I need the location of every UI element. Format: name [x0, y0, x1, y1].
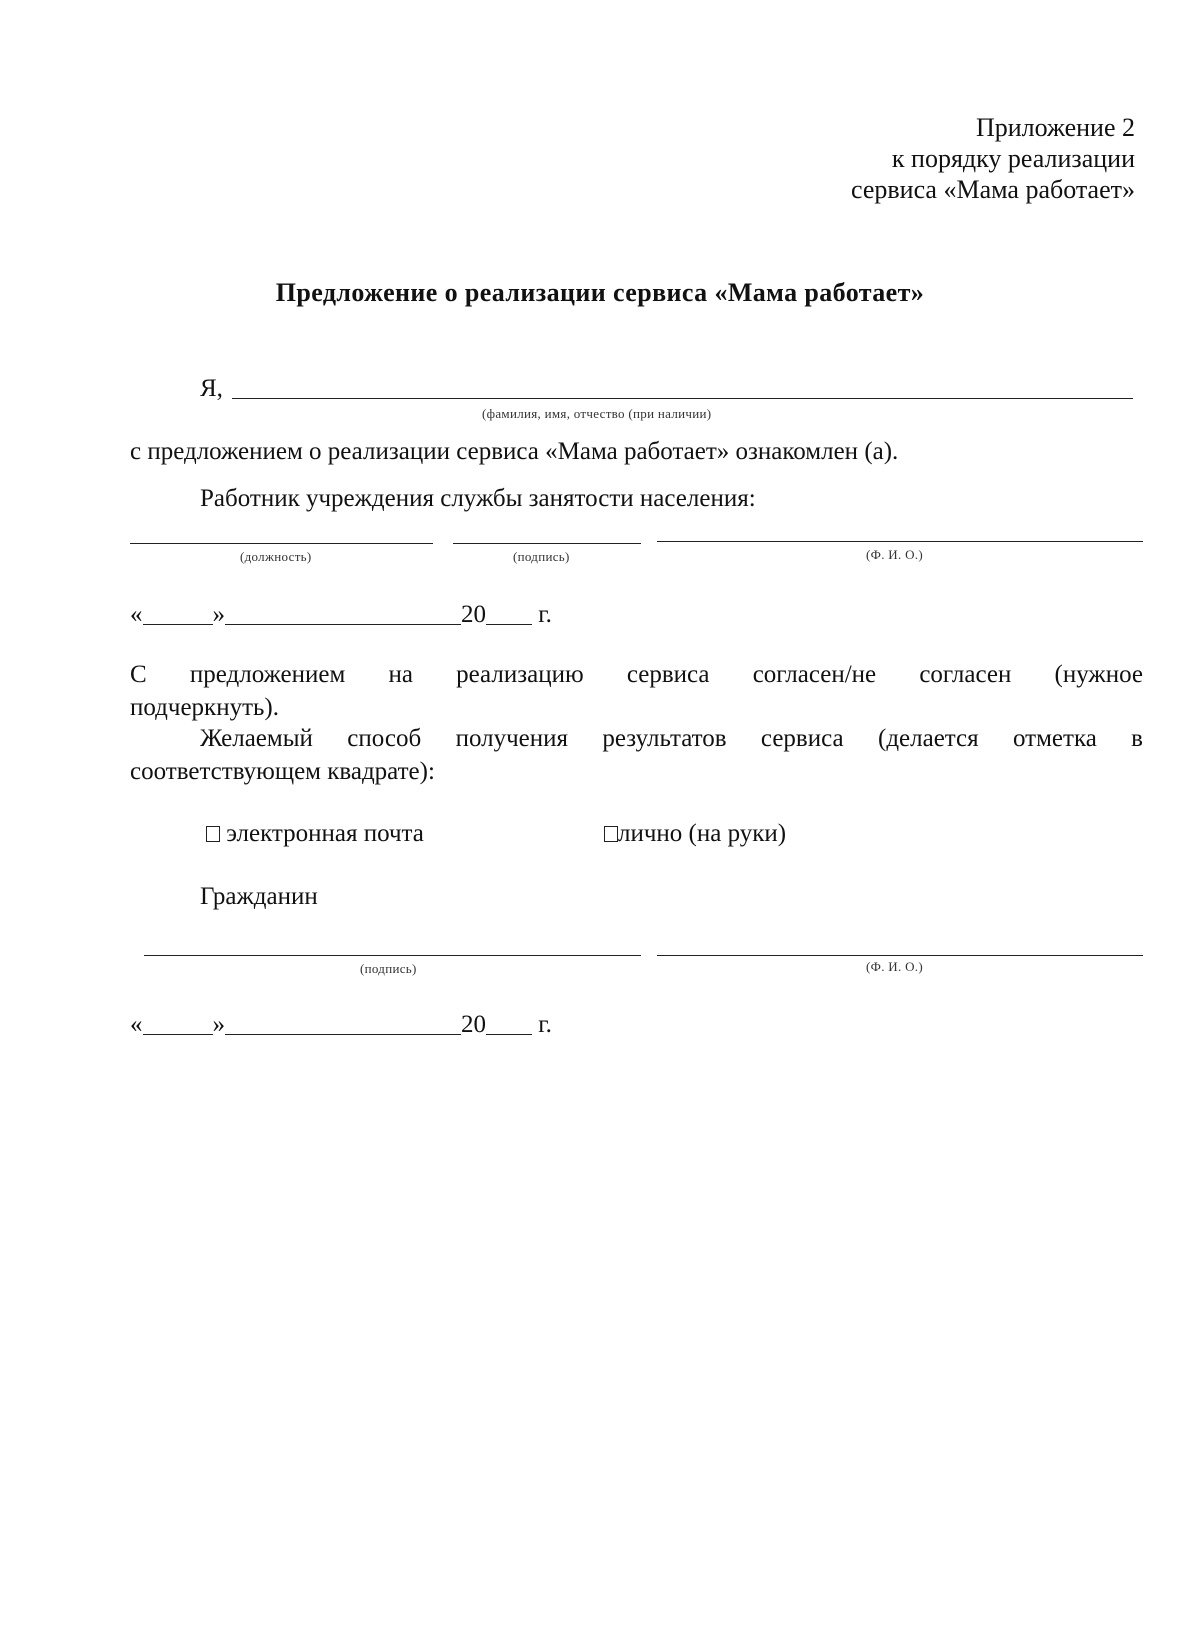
date-close-quote: »: [212, 601, 225, 628]
citizen-signature-field[interactable]: [144, 955, 641, 956]
employee-fio-caption: (Ф. И. О.): [866, 547, 923, 562]
consent-line-2: подчеркнуть).: [130, 694, 279, 721]
employee-label: Работник учреждения службы занятости населения:: [200, 485, 756, 512]
date-year-prefix-2: 20: [461, 1011, 486, 1038]
annex-line-2: к порядку реализации: [891, 144, 1135, 173]
date-year-prefix: 20: [461, 601, 486, 628]
citizen-fio-field[interactable]: [657, 955, 1143, 956]
citizen-signature-caption: (подпись): [360, 961, 417, 976]
employee-position-caption: (должность): [240, 549, 312, 564]
employee-position-field[interactable]: [130, 543, 433, 544]
employee-signature-caption: (подпись): [513, 549, 570, 564]
option-email[interactable]: [206, 820, 424, 848]
employee-fio-field[interactable]: [657, 541, 1143, 542]
document-title: Предложение о реализации сервиса «Мама работает»: [275, 278, 925, 307]
citizen-fio-caption: (Ф. И. О.): [866, 959, 923, 974]
applicant-name-caption: (фамилия, имя, отчество (при наличии): [482, 406, 712, 421]
date-line-1: [130, 601, 552, 629]
date-month-field-2[interactable]: [225, 1034, 461, 1035]
annex-line-1: Приложение 2: [975, 113, 1135, 142]
consent-line-1: С предложением на реализацию сервиса согласен/не согласен (нужное: [130, 661, 1143, 688]
option-in-person-label: лично (на руки): [618, 820, 787, 847]
option-in-person[interactable]: [604, 820, 786, 848]
date-year-field[interactable]: [486, 624, 532, 625]
date-open-quote-2: «: [130, 1011, 143, 1038]
applicant-prefix: Я,: [200, 375, 223, 402]
date-day-field[interactable]: [143, 624, 213, 625]
email-checkbox[interactable]: [206, 826, 220, 842]
date-open-quote: «: [130, 601, 143, 628]
date-close-quote-2: »: [212, 1011, 225, 1038]
familiarized-text: с предложением о реализации сервиса «Мама работает» ознакомлен (а).: [130, 438, 899, 465]
employee-signature-field[interactable]: [453, 543, 641, 544]
option-email-label: электронная почта: [226, 820, 424, 847]
date-month-field[interactable]: [225, 624, 461, 625]
date-day-field-2[interactable]: [143, 1034, 213, 1035]
annex-line-3: сервиса «Мама работает»: [850, 175, 1135, 204]
date-year-field-2[interactable]: [486, 1034, 532, 1035]
delivery-line-2: соответствующем квадрате):: [130, 758, 435, 785]
citizen-label: Гражданин: [200, 883, 318, 910]
applicant-name-field[interactable]: [232, 398, 1133, 399]
date-line-2: [130, 1011, 552, 1039]
delivery-line-1: Желаемый способ получения результатов сервиса (делается отметка в: [200, 725, 1143, 752]
date-year-suffix: г.: [538, 601, 552, 628]
in-person-checkbox[interactable]: [604, 826, 618, 842]
date-year-suffix-2: г.: [538, 1011, 552, 1038]
